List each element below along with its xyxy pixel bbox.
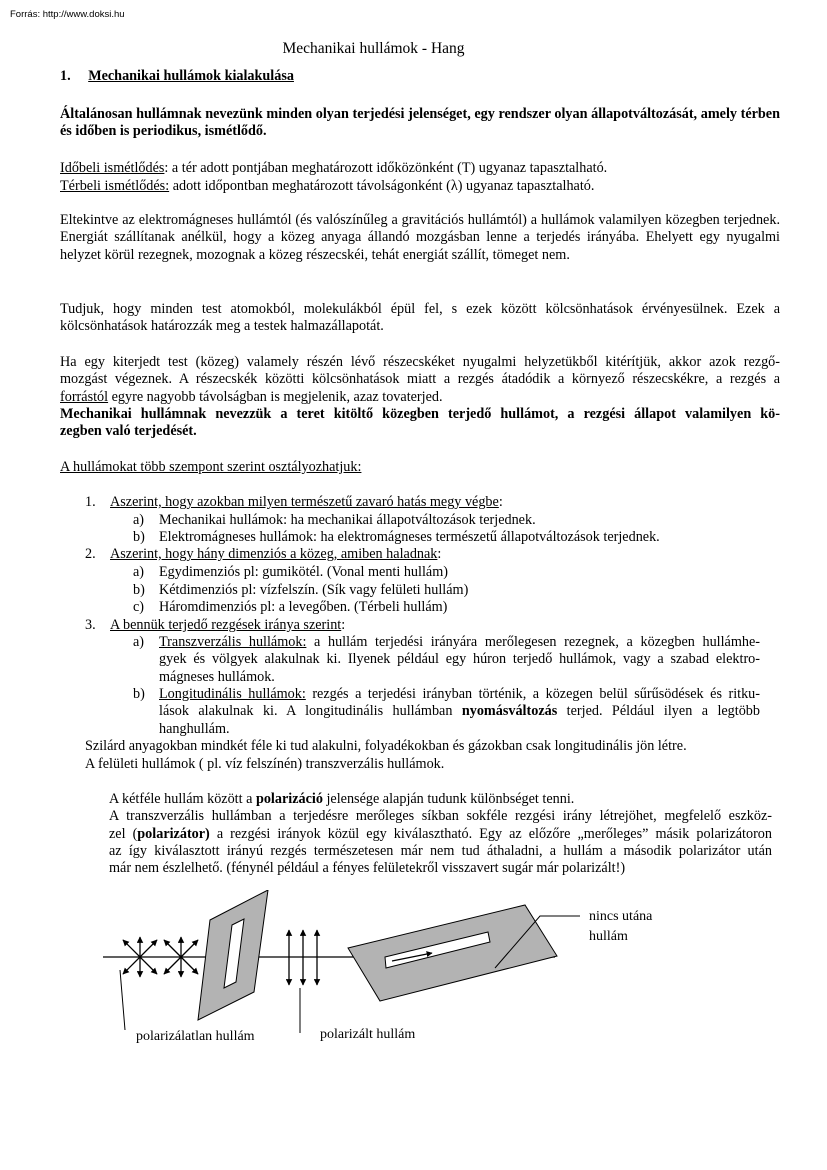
longitudinal-text-2c: terjed. Például ilyen a legtöbb bbox=[557, 703, 760, 720]
longitudinal-text-2a: lások alakulnak ki. A longitudinális hullámban bbox=[159, 703, 462, 720]
mech-def-line-2: zegben való terjedését. bbox=[60, 423, 197, 440]
polar-text-1a: A kétféle hullám között a bbox=[109, 791, 256, 807]
time-repetition-term: Időbeli ismétlődés bbox=[60, 160, 165, 176]
list-colon: : bbox=[437, 546, 442, 562]
definition-paragraph: Általánosan hullámnak nevezünk minden olyan terjedési jelenséget, egy rendszer olyan állapotváltozását, amely térben és időben is periodikus, ismétlődő. bbox=[60, 106, 780, 140]
sub-item bbox=[133, 564, 448, 581]
spread-line-3-rest: egyre nagyobb távolságban is megjelenik, azaz tovaterjed. bbox=[108, 388, 443, 405]
list-colon: : bbox=[498, 494, 503, 510]
list-title: Aszerint, hogy hány dimenziós a közeg, amiben haladnak bbox=[110, 546, 438, 562]
polarizer-2 bbox=[348, 905, 557, 1001]
transverse-text-1: a hullám terjedési irányára merőlegesen rezegnek, a közegben hullámhe- bbox=[306, 634, 760, 650]
polar-line-2: A transzverzális hullámban a terjedésre merőleges síkban sokféle rezgési irány létrejöhet, megfelelő eszköz- bbox=[109, 808, 772, 825]
longitudinal-text-1: rezgés a terjedési irányban történik, a közegen belül sűrűsödések és ritku- bbox=[305, 686, 760, 702]
sub-item bbox=[133, 599, 447, 616]
sub-letter: b) bbox=[133, 582, 145, 598]
list-colon: : bbox=[341, 617, 346, 633]
label-no-wave-1: nincs utána bbox=[589, 909, 653, 924]
sub-letter: c) bbox=[133, 599, 145, 615]
polar-line-4: az így kiválasztott irányú rezgés természetesen már nem tud áthaladni, a hullám a második polarizátor után bbox=[109, 842, 772, 859]
page-title: Mechanikai hullámok - Hang bbox=[282, 40, 465, 57]
section-number: 1. bbox=[60, 68, 71, 84]
source-url: Forrás: http://www.doksi.hu bbox=[10, 9, 125, 20]
polar-line-3 bbox=[109, 826, 772, 843]
polarizer-term: polarizátor) bbox=[137, 825, 210, 842]
classify-heading: A hullámokat több szempont szerint osztályozhatjuk: bbox=[60, 459, 362, 475]
transverse-line-1 bbox=[159, 634, 760, 651]
polarization-term: polarizáció bbox=[255, 791, 323, 807]
label-no-wave-2: hullám bbox=[589, 929, 628, 944]
sub-text: Elektromágneses hullámok: ha elektromágneses természetű állapotváltozások terjednek. bbox=[159, 529, 660, 545]
space-repetition-term: Térbeli ismétlődés: bbox=[60, 178, 170, 194]
list-title: A bennük terjedő rezgések iránya szerint bbox=[110, 617, 342, 633]
polar-text-1c: jelensége alapján tudunk különbséget tenni. bbox=[322, 791, 575, 807]
sub-item bbox=[133, 529, 660, 546]
sub-item bbox=[133, 582, 468, 599]
sub-letter: a) bbox=[133, 564, 145, 580]
longitudinal-line-2 bbox=[159, 703, 760, 720]
label-unpolarized: polarizálatlan hullám bbox=[136, 1029, 255, 1044]
leader-unpolarized bbox=[120, 970, 125, 1030]
section-title: Mechanikai hullámok kialakulása bbox=[88, 68, 294, 84]
transverse-line-3: mágneses hullámok. bbox=[159, 668, 275, 685]
polarizer-1 bbox=[198, 890, 268, 1020]
sub-text: Háromdimenziós pl: a levegőben. (Térbeli hullám) bbox=[159, 599, 448, 615]
label-polarized: polarizált hullám bbox=[320, 1027, 416, 1042]
list-title: Aszerint, hogy azokban milyen természetű zavaró hatás megy végbe bbox=[110, 494, 499, 510]
polarization-paragraph bbox=[109, 791, 772, 877]
list-number: 3. bbox=[85, 617, 96, 633]
polar-line-5: már nem észlelhető. (fénynél például a fényes felületekről visszavert sugár már polarizált!) bbox=[109, 860, 626, 877]
em-paragraph: Eltekintve az elektromágneses hullámtól (és valószínűleg a gravitációs hullámtól) a hullámok valamilyen közegben terjednek. Energiát szállítanak anélkül, hogy a közeg anyaga állandó mozgásban lenne a terjedés irányába. Ehelyett egy nyugalmi helyzet körül rezegnek, mozognak a közeg részecskéi, tehát energiát szállít, tömeget nem. bbox=[60, 212, 780, 263]
sub-letter: a) bbox=[133, 634, 145, 650]
polar-text-3a: zel ( bbox=[109, 825, 138, 842]
list-number: 2. bbox=[85, 546, 96, 562]
longitudinal-line-3: hanghullám. bbox=[159, 720, 230, 737]
space-repetition bbox=[60, 178, 780, 195]
time-repetition bbox=[60, 160, 780, 177]
sub-text: Egydimenziós pl: gumikötél. (Vonal menti hullám) bbox=[159, 564, 448, 580]
spread-line-2: mozgást végeznek. A részecskék közötti kölcsönhatások miatt a rezgés átadódik a környező részecskékre, a rezgés a bbox=[60, 371, 780, 388]
spread-line-3 bbox=[60, 389, 780, 406]
spread-paragraph bbox=[60, 354, 780, 440]
transverse-item bbox=[133, 634, 760, 686]
sub-letter: a) bbox=[133, 512, 145, 528]
polar-line-1 bbox=[109, 791, 772, 808]
longitudinal-item bbox=[133, 686, 760, 738]
longitudinal-term: Longitudinális hullámok: bbox=[159, 686, 306, 702]
surface-line: A felületi hullámok ( pl. víz felszínén) transzverzális hullámok. bbox=[85, 756, 445, 772]
list-number: 1. bbox=[85, 494, 96, 510]
sub-text: Mechanikai hullámok: ha mechanikai állapotváltozások terjednek. bbox=[159, 512, 536, 528]
transverse-line-2: gyek és völgyek alakulnak ki. Ilyenek például egy húron terjedő hullámok, vagy a szabad elektro- bbox=[159, 651, 760, 668]
section-heading bbox=[60, 68, 780, 85]
sub-letter: b) bbox=[133, 529, 145, 545]
spread-line-1: Ha egy kiterjedt test (közeg) valamely részén lévő részecskéket nyugalmi helyzetükből kitérítjük, akkor azok rezgő- bbox=[60, 354, 780, 370]
mech-def-line-1: Mechanikai hullámnak nevezzük a teret kitöltő közegben terjedő hullámot, a rezgési állapot valamilyen kö- bbox=[60, 405, 780, 422]
atoms-paragraph: Tudjuk, hogy minden test atomokból, molekulákból épül fel, s ezek között kölcsönhatások érvényesülnek. Ezek a kölcsönhatások határozzák meg a testek halmazállapotát. bbox=[60, 301, 780, 335]
source-term: forrástól bbox=[60, 388, 109, 405]
transverse-term: Transzverzális hullámok: bbox=[159, 634, 307, 650]
list-item bbox=[85, 494, 503, 511]
polar-text-3c: a rezgési irányok közül egy kiválasztható. Egy az előzőre „merőleges” másik polarizátoron bbox=[209, 825, 772, 842]
time-repetition-text: : a tér adott pontjában meghatározott időközönként (T) ugyanaz tapasztalható. bbox=[164, 160, 608, 176]
space-repetition-text: adott időpontban meghatározott távolságonként (λ) ugyanaz tapasztalható. bbox=[169, 178, 595, 194]
list-item bbox=[85, 546, 441, 563]
list-item bbox=[85, 617, 345, 634]
pressure-change-term: nyomásváltozás bbox=[461, 703, 558, 720]
sub-text: Kétdimenziós pl: vízfelszín. (Sík vagy felületi hullám) bbox=[159, 582, 469, 598]
longitudinal-line-1 bbox=[159, 686, 760, 703]
solid-line: Szilárd anyagokban mindkét féle ki tud alakulni, folyadékokban és gázokban csak longitudinális jön létre. bbox=[85, 738, 687, 754]
sub-letter: b) bbox=[133, 686, 145, 702]
sub-item bbox=[133, 512, 536, 529]
